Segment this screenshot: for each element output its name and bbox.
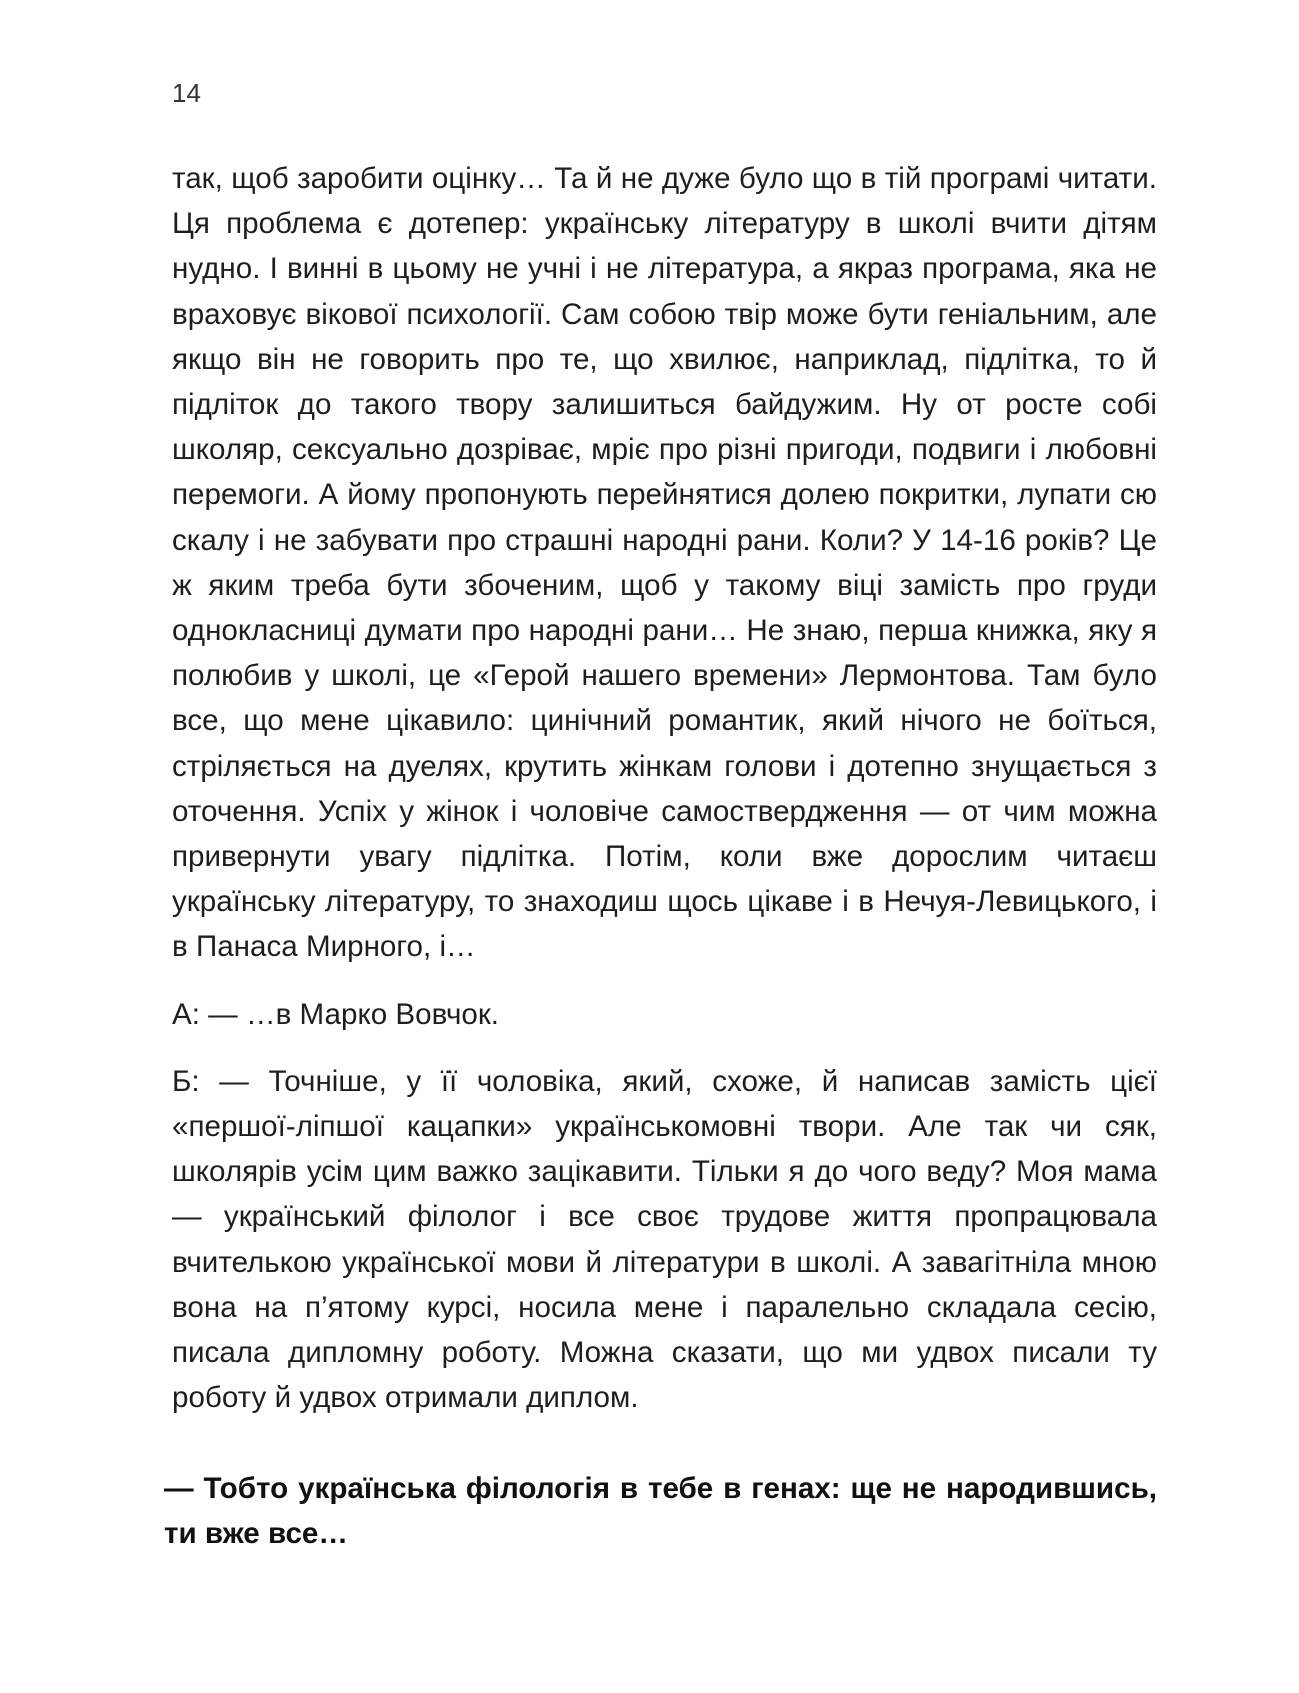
paragraph-dialogue-b: Б: — Точніше, у її чоловіка, який, схоже, й написав замість цієї «першої-ліпшої кацапки» українськомовні твори. Але так чи сяк, школярів усім цим важко зацікавити. Тільки я до чого веду? Моя мама — український філолог і все своє трудове життя пропрацювала вчителькою української мови й літератури в школі. А завагітніла мною вона на п’ятому курсі, носила мене і паралельно складала сесію, писала дипломну роботу. Можна сказати, що ми удвох писали ту роботу й удвох отримали диплом. xyxy=(172,1064,1157,1415)
paragraph-dialogue-a: А: — …в Марко Вовчок. xyxy=(172,997,500,1031)
page-number: 14 xyxy=(172,78,201,108)
interview-question: — Тобто українська філологія в тебе в генах: ще не народившись, ти вже все… xyxy=(164,1472,1157,1551)
paragraph-narrative: так, щоб заробити оцінку… Та й не дуже було що в тій програмі читати. Ця проблема є дотепер: українську літературу в школі вчити дітям нудно. І винні в цьому не учні і не література, а якраз програма, яка не враховує вікової психології. Сам собою твір може бути геніальним, але якщо він не говорить про те, що хвилює, наприклад, підлітка, то й підліток до такого твору залишиться байдужим. Ну от росте собі школяр, сексуально дозріває, мріє про різні пригоди, подвиги і любовні перемоги. А йому пропонують перейнятися долею покритки, лупати сю скалу і не забувати про страшні народні рани. Коли? У 14-16 років? Це ж яким треба бути збоченим, щоб у такому віці замість про груди однокласниці думати про народні рани… Не знаю, перша книжка, яку я полюбив у школі, це «Герой нашего времени» Лермонтова. Там було все, що мене цікавило: цинічний романтик, який нічого не боїться, стріляється на дуелях, крутить жінкам голови і дотепно знущається з оточення. Успіх у жінок і чоловіче самоствердження — от чим можна привернути увагу підлітка. Потім, коли вже дорослим читаєш українську літературу, то знаходиш щось цікаве і в Нечуя-Левицького, і в Панаса Мирного, і… xyxy=(172,162,1157,964)
body-text xyxy=(172,156,1157,1420)
